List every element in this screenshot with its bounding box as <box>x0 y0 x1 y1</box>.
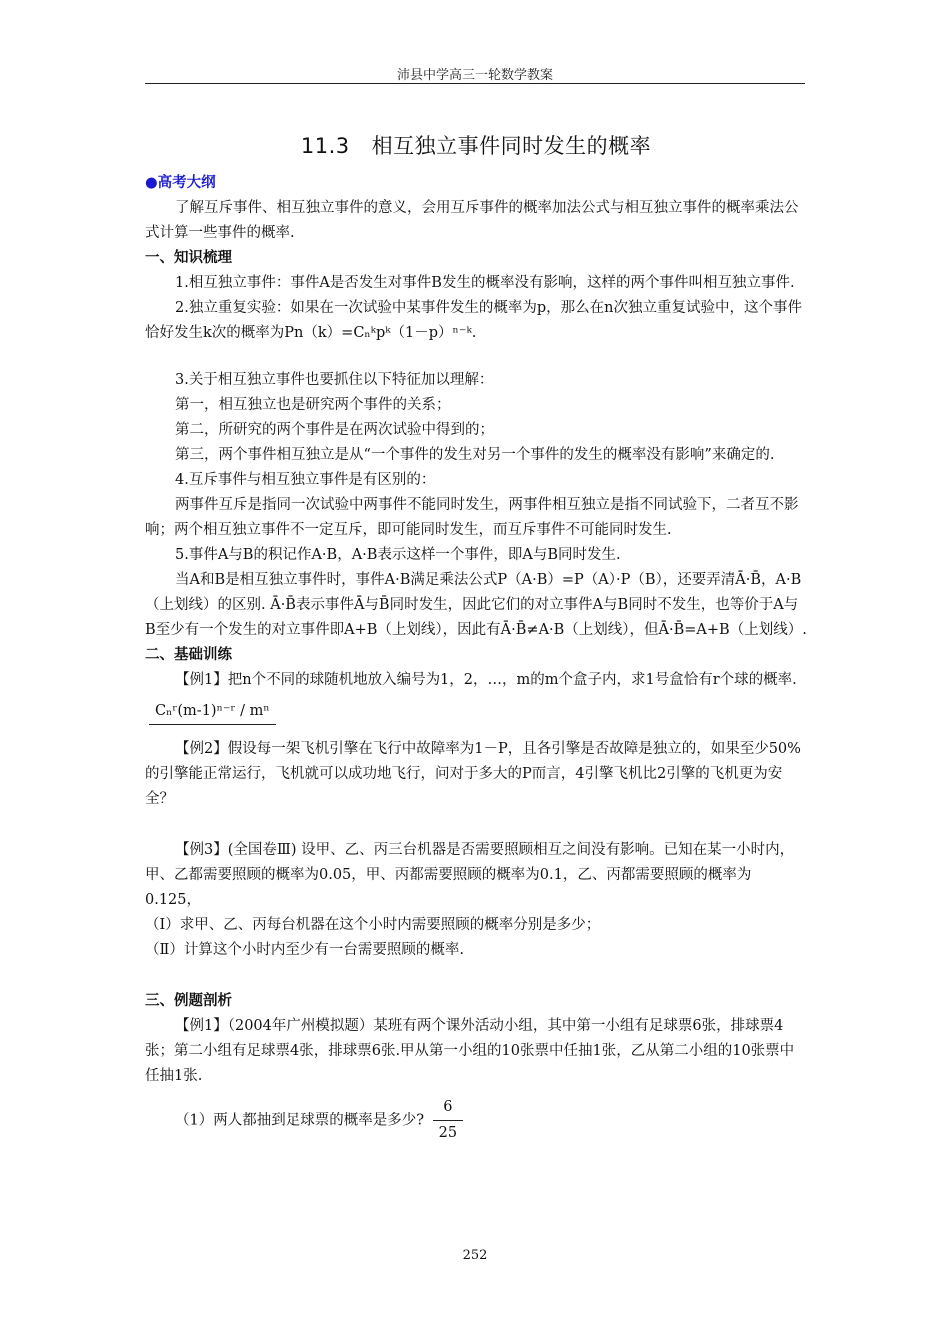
document-body <box>145 128 807 1146</box>
spacer <box>145 346 807 368</box>
section-title: 相互独立事件同时发生的概率 <box>371 134 652 158</box>
section-number: 11.3 <box>300 134 350 158</box>
running-header: 沛县中学高三一轮数学教案 <box>396 68 553 83</box>
answer-fraction: $\frac{6}{25}$ <box>433 1095 463 1146</box>
knowledge-item-4: 4.互斥事件与相互独立事件是有区别的： <box>175 472 436 488</box>
knowledge-item-2: 2.独立重复实验：如果在一次试验中某事件发生的概率为p，那么在n次独立重复试验中，这个事件恰好发生k次的概率为Pn（k）=Cₙᵏpᵏ（1－p）ⁿ⁻ᵏ. <box>145 300 802 341</box>
section-heading-basic-training: 二、基础训练 <box>145 647 232 663</box>
knowledge-item-3-second: 第二，所研究的两个事件是在两次试验中得到的； <box>175 422 494 438</box>
basic-example-1: 【例1】把n个不同的球随机地放入编号为1，2，…，m的m个盒子内，求1号盒恰有r个球的概率. <box>175 672 797 688</box>
question-text: （1）两人都抽到足球票的概率是多少? <box>175 1112 424 1129</box>
spacer <box>145 812 807 838</box>
knowledge-item-1: 1.相互独立事件：事件A是否发生对事件B发生的概率没有影响，这样的两个事件叫相互独立事件. <box>175 275 795 291</box>
knowledge-item-5-detail: 当A和B是相互独立事件时，事件A·B满足乘法公式P（A·B）=P（A）·P（B），还要弄清Ā·B̄，A·B（上划线）的区别. Ā·B̄表示事件Ā与B̄同时发生，因此它们的对立事件A与B同时不发生，也等价于A与B至少有一个发生的对立事件即A+B（上划线），因此有Ā·B̄≠A·B（上划线），但Ā·B̄=A+B（上划线）. <box>145 572 807 638</box>
knowledge-item-3: 3.关于相互独立事件也要抓住以下特征加以理解： <box>175 372 494 388</box>
header-rule <box>145 83 805 84</box>
answer-fraction: Cₙʳ(m-1)ⁿ⁻ʳ / mⁿ <box>149 699 276 725</box>
basic-example-3-part-1: （Ⅰ）求甲、乙、丙每台机器在这个小时内需要照顾的概率分别是多少； <box>145 917 601 933</box>
knowledge-item-3-first: 第一，相互独立也是研究两个事件的关系； <box>175 397 451 413</box>
page-title <box>145 134 807 159</box>
knowledge-item-5: 5.事件A与B的积记作A·B，A·B表示这样一个事件，即A与B同时发生. <box>175 547 621 563</box>
knowledge-item-4-detail: 两事件互斥是指同一次试验中两事件不能同时发生，两事件相互独立是指不同试验下，二者互不影响；两个相互独立事件不一定互斥，即可能同时发生，而互斥事件不可能同时发生. <box>145 497 799 538</box>
basic-example-2: 【例2】假设每一架飞机引擎在飞行中故障率为1－P，且各引擎是否故障是独立的，如果至少50%的引擎能正常运行，飞机就可以成功地飞行，问对于多大的P而言，4引擎飞机比2引擎的飞机更为安全？ <box>145 741 801 807</box>
basic-example-3-part-2: （Ⅱ）计算这个小时内至少有一台需要照顾的概率. <box>145 942 464 958</box>
spacer <box>145 963 807 989</box>
section-heading-knowledge: 一、知识梳理 <box>145 250 232 266</box>
page-number: 252 <box>462 1248 488 1263</box>
outline-heading: ●高考大纲 <box>145 175 216 191</box>
analysis-example-1: 【例1】（2004年广州模拟题）某班有两个课外活动小组，其中第一小组有足球票6张，排球票4张；第二小组有足球票4张，排球票6张.甲从第一小组的10张票中任抽1张，乙从第二小组的10张票中任抽1张. <box>145 1018 795 1084</box>
knowledge-item-3-third: 第三，两个事件相互独立是从“一个事件的发生对另一个事件的发生的概率没有影响”来确定的. <box>175 447 775 463</box>
basic-example-1-answer <box>145 699 807 725</box>
section-heading-analysis: 三、例题剖析 <box>145 993 232 1009</box>
basic-example-3: 【例3】(全国卷Ⅲ) 设甲、乙、丙三台机器是否需要照顾相互之间没有影响。已知在某一小时内，甲、乙都需要照顾的概率为0.05，甲、丙都需要照顾的概率为0.1，乙、丙都需要照顾的概率为0.125， <box>145 842 795 908</box>
analysis-example-1-question-1 <box>145 1095 807 1146</box>
outline-text: 了解互斥事件、相互独立事件的意义，会用互斥事件的概率加法公式与相互独立事件的概率乘法公式计算一些事件的概率. <box>145 200 799 241</box>
